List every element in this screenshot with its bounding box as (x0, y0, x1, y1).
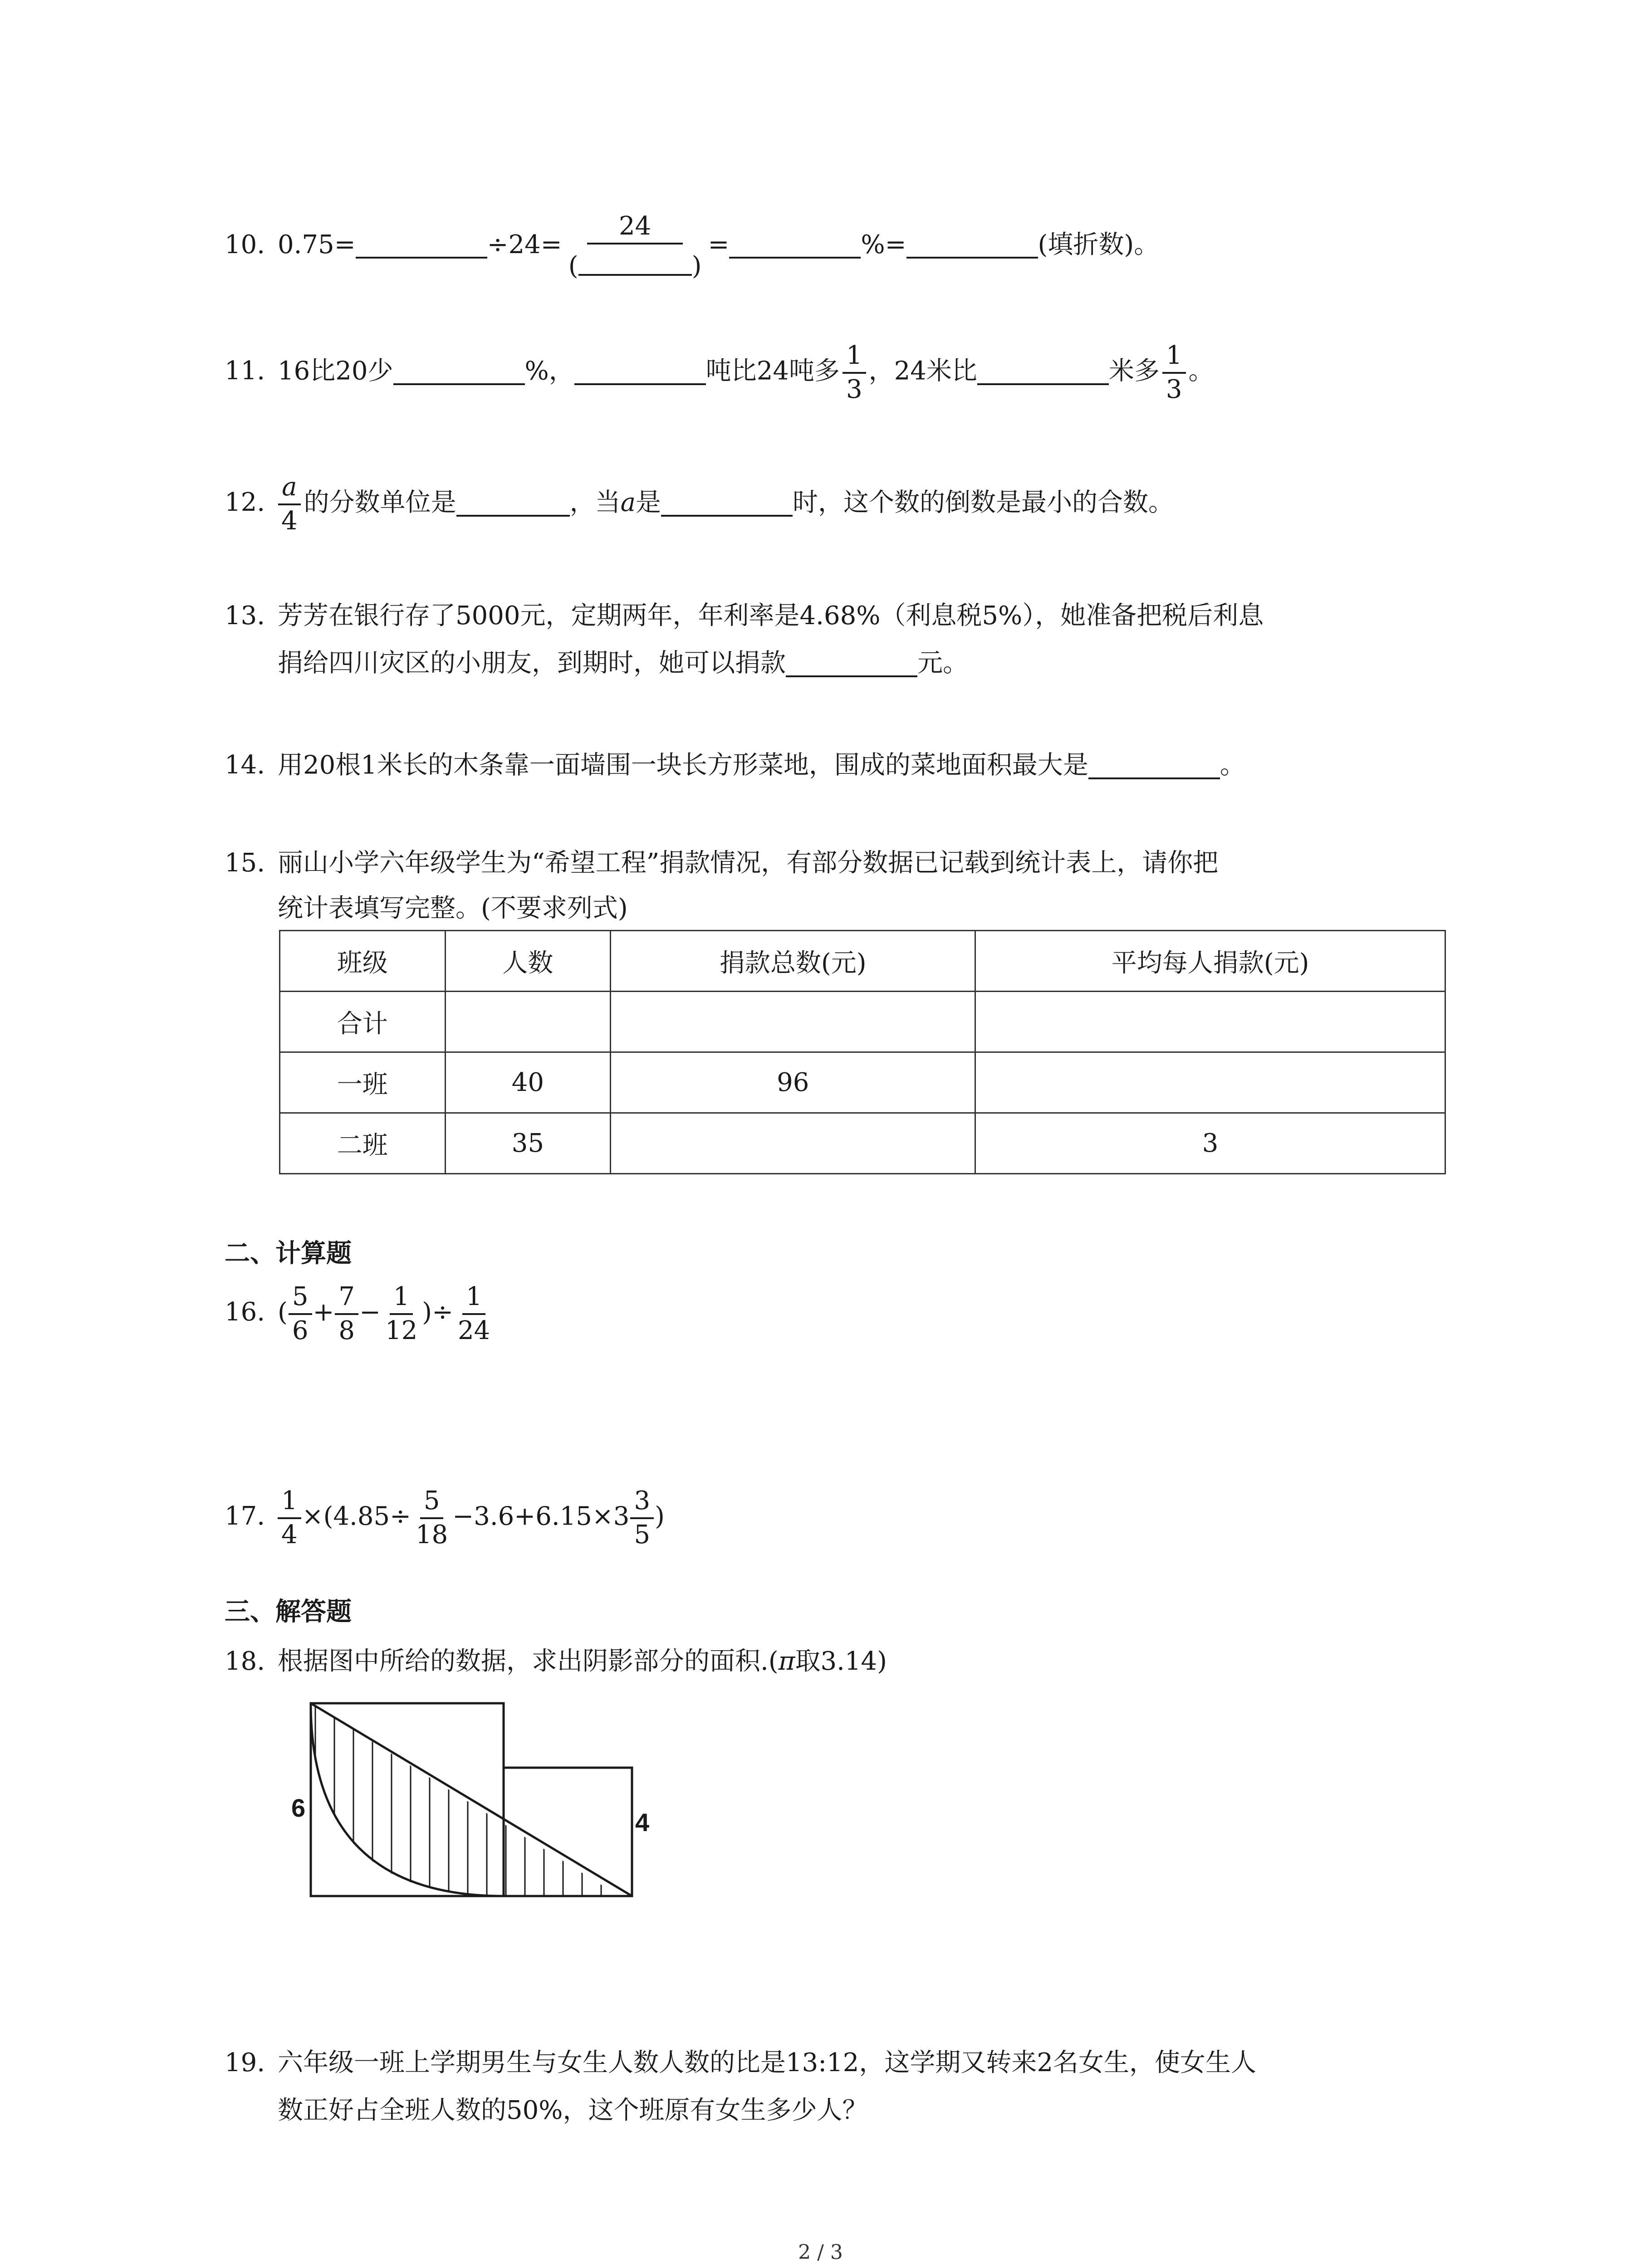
fraction-numerator: 1 (462, 1284, 486, 1315)
q10-text-c: = (708, 230, 730, 259)
fraction (454, 1284, 494, 1344)
q18-text-b: 取3.14) (795, 1647, 887, 1676)
pi-symbol: π (778, 1647, 795, 1676)
answer-blank[interactable] (356, 230, 487, 259)
table-cell: 一班 (280, 1052, 446, 1113)
fraction (289, 1284, 312, 1344)
q13-text-b: 元。 (917, 648, 968, 678)
table-header: 人数 (445, 931, 611, 992)
minus-sign: − (359, 1297, 381, 1327)
fraction-numerator: a (278, 474, 300, 505)
question-number: 12. (225, 488, 265, 518)
question-19-line-2 (278, 2098, 867, 2123)
question-19 (225, 2050, 1256, 2076)
q13-text-a: 捐给四川灾区的小朋友，到期时，她可以捐款 (278, 648, 786, 678)
question-number: 16. (225, 1297, 265, 1327)
answer-blank[interactable] (1088, 751, 1220, 779)
fraction (382, 1284, 421, 1344)
answer-blank[interactable] (661, 488, 793, 517)
answer-blank[interactable] (393, 357, 525, 385)
q15-line-1: 丽山小学六年级学生为“希望工程”捐款情况，有部分数据已记载到统计表上，请你把 (278, 848, 1219, 878)
fraction-denominator: 8 (338, 1315, 355, 1345)
fraction-denominator: 5 (634, 1520, 651, 1549)
large-square (311, 1703, 504, 1896)
table-cell: 二班 (280, 1113, 446, 1174)
paren-open: ( (568, 251, 578, 281)
q15-line-2-text: 统计表填写完整。(不要求列式) (278, 894, 628, 923)
table-header: 班级 (280, 931, 446, 992)
diagonal-line (311, 1703, 632, 1896)
q11-text-d: ，24米比 (868, 356, 977, 386)
table-cell[interactable] (975, 992, 1445, 1052)
q17-text-a: ×(4.85÷ (302, 1501, 411, 1531)
answer-blank[interactable] (786, 649, 917, 677)
fraction-numerator: 5 (289, 1284, 312, 1315)
question-18 (225, 1649, 887, 1674)
paren-close: ) (691, 251, 702, 281)
fraction-denominator: 12 (385, 1315, 418, 1345)
fraction-denominator: 4 (281, 506, 298, 536)
fraction-numerator: 7 (335, 1284, 358, 1315)
q10-text-b: ÷24= (487, 230, 562, 259)
fraction (843, 342, 866, 403)
fraction-numerator: 1 (1162, 342, 1186, 374)
question-number: 13. (225, 601, 265, 631)
question-14 (225, 751, 1245, 779)
question-number: 11. (225, 356, 265, 386)
paren-close-divide: )÷ (422, 1297, 454, 1327)
fraction-numerator: 1 (843, 342, 866, 374)
fraction-numerator: 1 (278, 1488, 301, 1519)
q14-text-b: 。 (1220, 750, 1245, 780)
q14-text-a: 用20根1米长的木条靠一面墙围一块长方形菜地，围成的菜地面积最大是 (278, 750, 1088, 780)
q10-text-a: 0.75= (278, 230, 356, 259)
label-side-4: 4 (635, 1808, 650, 1837)
question-11 (225, 342, 1214, 403)
table-cell: 3 (975, 1113, 1445, 1174)
table-cell[interactable] (445, 992, 611, 1052)
fraction-denominator: 3 (1166, 374, 1182, 404)
q10-text-e: (填折数)。 (1038, 230, 1160, 259)
q12-text-c: 是 (636, 488, 661, 518)
fraction-denominator: 3 (846, 374, 862, 404)
table-cell: 合计 (280, 992, 446, 1052)
fraction (335, 1284, 358, 1344)
question-15-line-2 (278, 896, 628, 921)
question-number: 17. (225, 1501, 265, 1531)
answer-blank[interactable] (578, 247, 692, 276)
table-cell[interactable] (611, 992, 975, 1052)
table-row (280, 1052, 1445, 1113)
q12-text-b: ，当 (569, 488, 621, 518)
answer-blank[interactable] (906, 230, 1038, 259)
q17-text-b: −3.6+6.15×3 (452, 1501, 630, 1531)
variable-a: a (620, 488, 636, 518)
fraction (278, 1488, 301, 1549)
q12-text-a: 的分数单位是 (304, 488, 456, 518)
question-number: 10. (225, 230, 265, 259)
q19-line-1: 六年级一班上学期男生与女生人数人数的比是13:12，这学期又转来2名女生，使女生人 (278, 2048, 1257, 2077)
question-12 (225, 474, 1174, 535)
donation-stat-table (279, 930, 1446, 1174)
fraction-numerator: 3 (630, 1488, 654, 1519)
answer-blank[interactable] (456, 488, 570, 517)
table-row (280, 992, 1445, 1052)
fraction-denominator: 6 (292, 1315, 309, 1345)
fraction-denominator: 24 (458, 1315, 490, 1345)
question-13-line-2 (278, 649, 968, 677)
q19-line-2-text: 数正好占全班人数的50%，这个班原有女生多少人？ (278, 2096, 868, 2125)
table-cell: 40 (445, 1052, 611, 1113)
fraction-numerator: 5 (420, 1488, 444, 1519)
q11-text-a: 16比20少 (278, 356, 393, 386)
section-heading-calculation: 二、计算题 (225, 1238, 352, 1268)
table-header: 捐款总数(元) (611, 931, 975, 992)
fraction-denominator: 18 (416, 1520, 448, 1549)
q10-fraction (565, 213, 705, 280)
question-number: 19. (225, 2048, 265, 2077)
label-side-6: 6 (291, 1794, 306, 1822)
question-13 (225, 603, 1264, 629)
question-number: 18. (225, 1647, 265, 1676)
paren-open: ( (278, 1297, 288, 1327)
q11-text-e: 米多 (1108, 356, 1160, 386)
fraction-numerator: 1 (390, 1284, 413, 1315)
answer-blank[interactable] (977, 357, 1109, 385)
q11-text-c: 吨比24吨多 (705, 356, 840, 386)
table-cell[interactable] (975, 1052, 1445, 1113)
question-10 (225, 213, 1159, 280)
q18-text-a: 根据图中所给的数据，求出阴影部分的面积.( (278, 1647, 779, 1676)
table-cell: 96 (611, 1052, 975, 1113)
page-number: 2 / 3 (798, 2241, 843, 2264)
table-header-row (280, 931, 1445, 992)
shaded-area-figure (281, 1685, 662, 1912)
question-15 (225, 850, 1218, 876)
fraction (1162, 342, 1186, 403)
table-header: 平均每人捐款(元) (975, 931, 1445, 992)
question-number: 14. (225, 750, 265, 780)
question-17 (225, 1488, 665, 1549)
quarter-circle-arc (311, 1703, 504, 1896)
fraction-denominator: 4 (281, 1520, 298, 1549)
fraction-denominator[interactable] (565, 244, 705, 280)
fraction (630, 1488, 654, 1549)
q12-text-d: 时，这个数的倒数是最小的合数。 (793, 488, 1174, 518)
fraction (412, 1488, 451, 1549)
answer-blank[interactable] (574, 357, 706, 385)
fraction-numerator: 24 (587, 213, 683, 244)
fraction (278, 474, 301, 535)
section-heading-word-problems: 三、解答题 (225, 1597, 352, 1627)
q11-text-g: 。 (1188, 356, 1214, 386)
q10-text-d: %= (861, 230, 906, 259)
answer-blank[interactable] (729, 230, 861, 259)
q17-text-c: ) (655, 1501, 665, 1531)
plus-sign: + (313, 1297, 334, 1327)
table-row (280, 1113, 1445, 1174)
table-cell[interactable] (611, 1113, 975, 1174)
table-cell: 35 (445, 1113, 611, 1174)
q11-text-b: %， (524, 356, 574, 386)
q13-line-1: 芳芳在银行存了5000元，定期两年，年利率是4.68%（利息税5%），她准备把税后利息 (278, 601, 1264, 631)
question-number: 15. (225, 848, 265, 878)
question-16 (225, 1284, 495, 1344)
